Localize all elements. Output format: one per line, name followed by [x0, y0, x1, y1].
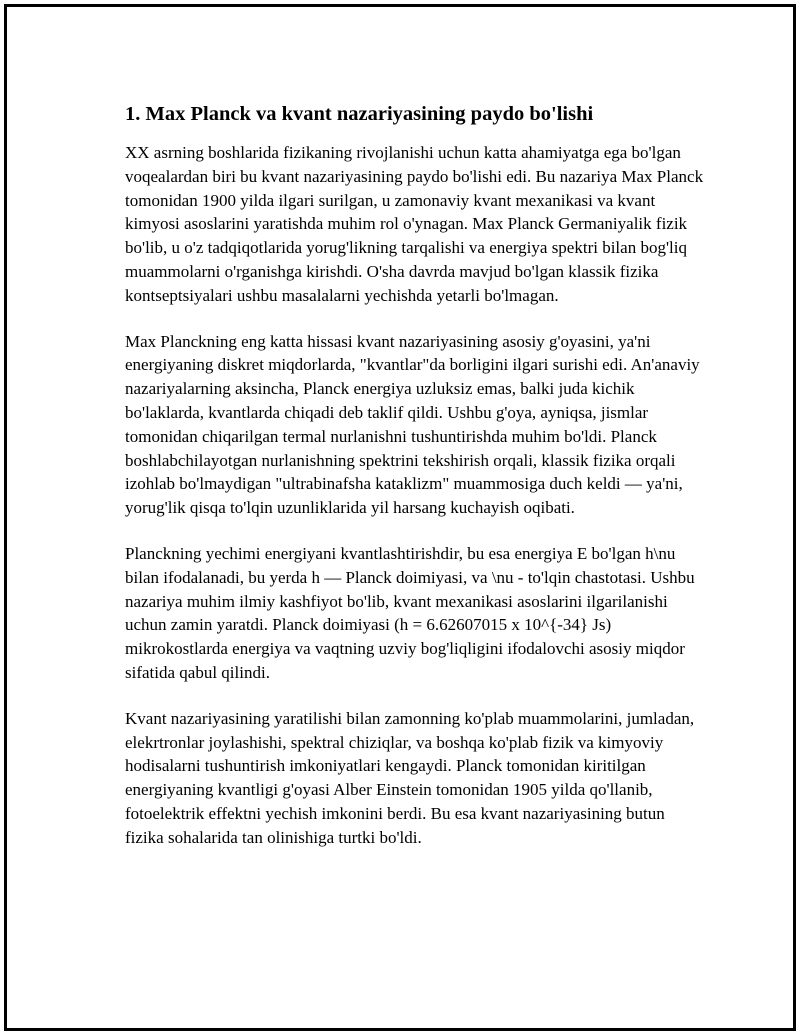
- paragraph-4: Kvant nazariyasining yaratilishi bilan zamonning ko'plab muammolarini, jumladan, elekrtronlar joylashishi, spektral chiziqlar, va boshqa ko'plab fizik va kimyoviy hodisalarni tushuntirish imkoniyatlari kengaydi. Planck tomonidan kiritilgan energiyaning kvantligi g'oyasi Alber Einstein tomonidan 1905 yilda qo'llanib, fotoelektrik effektni yechish imkonini berdi. Bu esa kvant nazariyasining butun fizika sohalarida tan olinishiga turtki bo'ldi.: [125, 708, 695, 847]
- document-body: [125, 99, 705, 872]
- page-border: [4, 4, 796, 1031]
- paragraph-3: Planckning yechimi energiyani kvantlashtirishdir, bu esa energiya E bo'lgan h\nu bilan ifodalanadi, bu yerda h — Planck doimiyasi, va \nu - to'lqin chastotasi. Ushbu nazariya muhim ilmiy kashfiyot bo'lib, kvant mexanikasi asoslarini ilgarilanishi uchun zamin yaratdi. Planck doimiyasi (h = 6.62607015 x 10^{-34} Js) mikrokostlarda energiya va vaqtning uzviy bog'liqligini ifodalovchi asosiy miqdor sifatida qabul qilindi.: [125, 543, 695, 682]
- paragraph-1: XX asrning boshlarida fizikaning rivojlanishi uchun katta ahamiyatga ega bo'lgan voqealardan biri bu kvant nazariyasining paydo bo'lishi edi. Bu nazariya Max Planck tomonidan 1900 yilda ilgari surilgan, u zamonaviy kvant mexanikasi va kvant kimyosi asoslarini yaratishda muhim rol o'ynagan. Max Planck Germaniyalik fizik bo'lib, u o'z tadqiqotlarida yorug'likning tarqalishi va energiya spektri bilan bog'liq muammolarni o'rganishga kirishdi. O'sha davrda mavjud bo'lgan klassik fizika kontseptsiyalari ushbu masalalarni yechishda yetarli bo'lmagan.: [125, 143, 704, 305]
- section-heading: 1. Max Planck va kvant nazariyasining paydo bo'lishi: [125, 103, 594, 125]
- paragraph-2: Max Planckning eng katta hissasi kvant nazariyasining asosiy g'oyasini, ya'ni energiyaning diskret miqdorlarda, "kvantlar"da borligini ilgari surishi edi. An'anaviy nazariyalarning aksincha, Planck energiya uzluksiz emas, balki juda kichik bo'laklarda, kvantlarda chiqadi deb taklif qildi. Ushbu g'oya, ayniqsa, jismlar tomonidan chiqarilgan termal nurlanishni tushuntirishda muhim bo'ldi. Planck boshlabchilayotgan nurlanishning spektrini tekshirish orqali, klassik fizika orqali izohlab bo'lmaydigan "ultrabinafsha kataklizm" muammosiga duch keldi — ya'ni, yorug'lik qisqa to'lqin uzunliklarida yil harsang kuchayish oqibati.: [125, 331, 700, 518]
